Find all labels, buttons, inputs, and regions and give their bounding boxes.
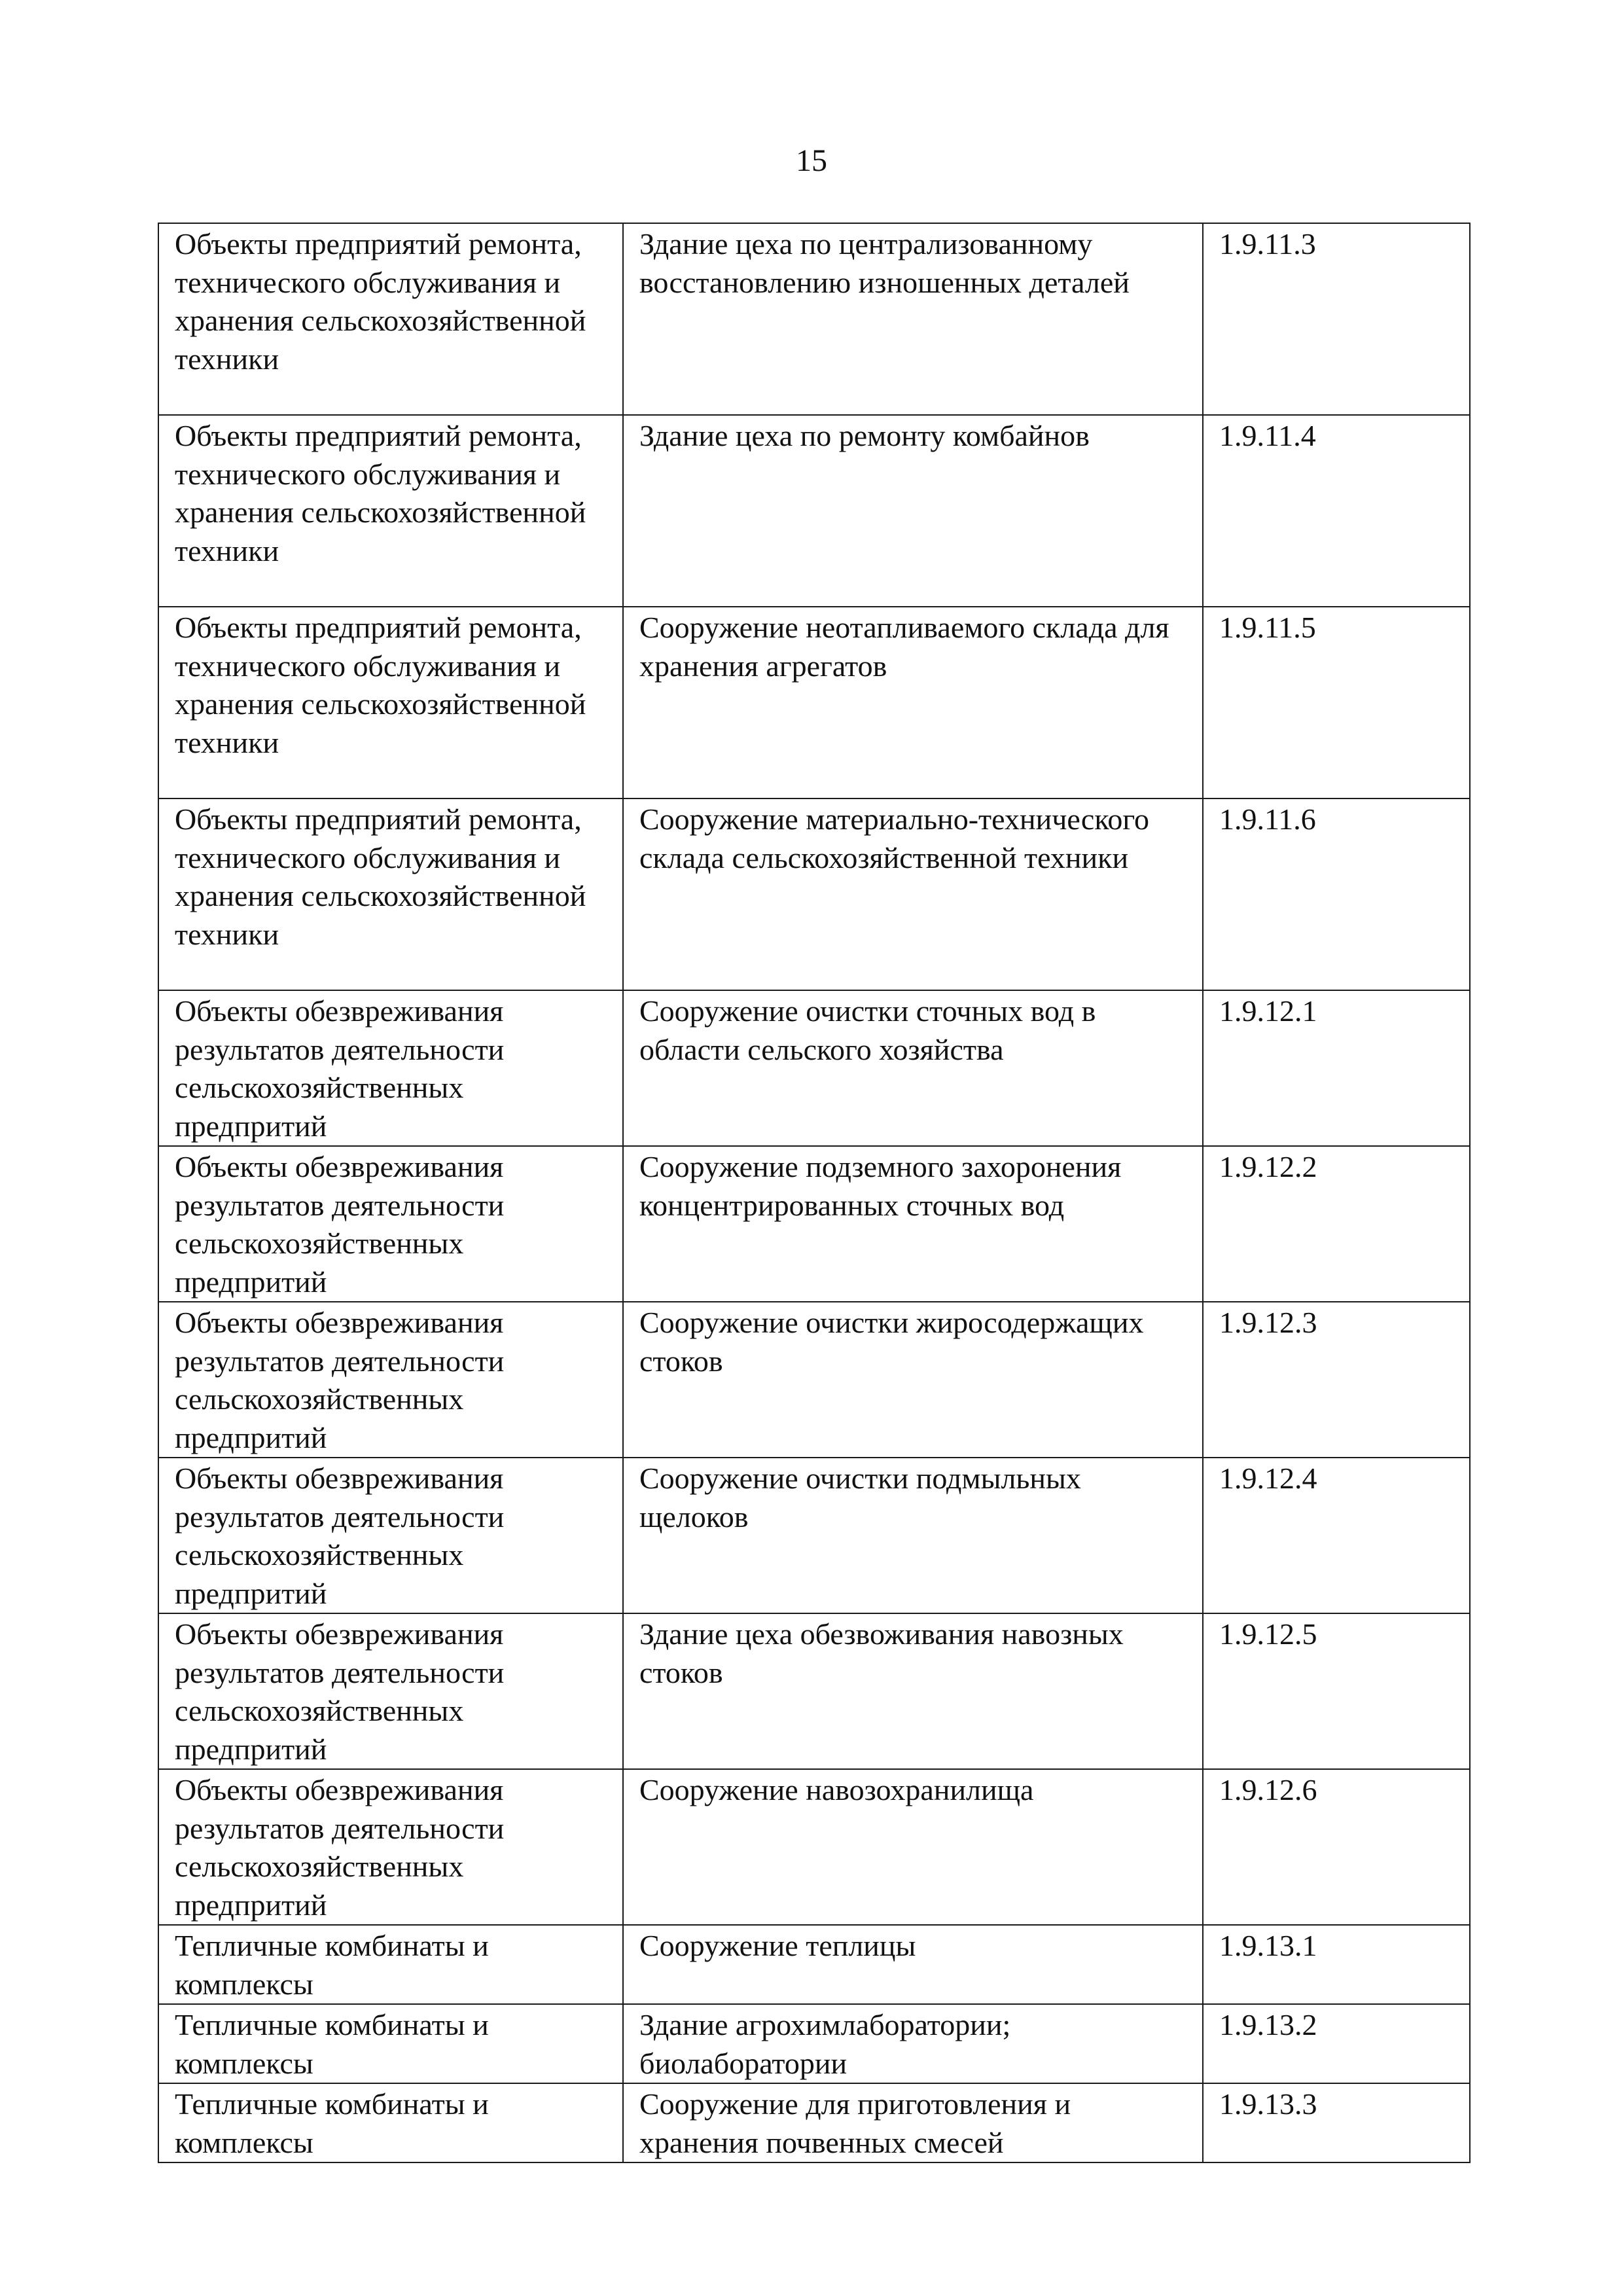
object-code-cell: 1.9.12.2 bbox=[1203, 1146, 1470, 1302]
object-description-cell: Сооружение очистки жиросодержащих стоков bbox=[623, 1302, 1203, 1458]
object-description-cell: Сооружение очистки подмыльных щелоков bbox=[623, 1458, 1203, 1613]
object-code-cell: 1.9.12.6 bbox=[1203, 1769, 1470, 1925]
page-number: 15 bbox=[796, 143, 827, 178]
object-description-cell: Сооружение навозохранилища bbox=[623, 1769, 1203, 1925]
object-description-cell: Сооружение теплицы bbox=[623, 1925, 1203, 2004]
object-code-cell: 1.9.12.3 bbox=[1203, 1302, 1470, 1458]
object-type-cell: Объекты предприятий ремонта, технического обслуживания и хранения сельскохозяйственной техники bbox=[158, 798, 623, 990]
table-row bbox=[158, 798, 1470, 990]
table-row bbox=[158, 2004, 1470, 2083]
table-row bbox=[158, 1925, 1470, 2004]
table-row bbox=[158, 1146, 1470, 1302]
object-type-cell: Объекты обезвреживания результатов деятельности сельскохозяйственных предпритий bbox=[158, 990, 623, 1146]
table-row bbox=[158, 1613, 1470, 1769]
object-type-cell: Объекты предприятий ремонта, технического обслуживания и хранения сельскохозяйственной техники bbox=[158, 223, 623, 415]
object-code-cell: 1.9.13.1 bbox=[1203, 1925, 1470, 2004]
object-code-cell: 1.9.11.5 bbox=[1203, 607, 1470, 798]
object-code-cell: 1.9.12.5 bbox=[1203, 1613, 1470, 1769]
object-type-cell: Тепличные комбинаты и комплексы bbox=[158, 2083, 623, 2162]
object-type-cell: Объекты обезвреживания результатов деятельности сельскохозяйственных предпритий bbox=[158, 1302, 623, 1458]
object-description-cell: Здание цеха по централизованному восстановлению изношенных деталей bbox=[623, 223, 1203, 415]
object-code-cell: 1.9.11.4 bbox=[1203, 415, 1470, 607]
object-type-cell: Объекты обезвреживания результатов деятельности сельскохозяйственных предпритий bbox=[158, 1613, 623, 1769]
table-row bbox=[158, 1769, 1470, 1925]
table-row bbox=[158, 607, 1470, 798]
object-description-cell: Сооружение подземного захоронения концентрированных сточных вод bbox=[623, 1146, 1203, 1302]
table-row bbox=[158, 223, 1470, 415]
object-type-cell: Тепличные комбинаты и комплексы bbox=[158, 1925, 623, 2004]
object-description-cell: Здание цеха обезвоживания навозных стоков bbox=[623, 1613, 1203, 1769]
object-type-cell: Объекты обезвреживания результатов деятельности сельскохозяйственных предпритий bbox=[158, 1769, 623, 1925]
object-type-cell: Объекты предприятий ремонта, технического обслуживания и хранения сельскохозяйственной техники bbox=[158, 415, 623, 607]
object-code-cell: 1.9.11.3 bbox=[1203, 223, 1470, 415]
object-code-cell: 1.9.11.6 bbox=[1203, 798, 1470, 990]
table-row bbox=[158, 415, 1470, 607]
classification-table bbox=[158, 223, 1471, 2163]
object-code-cell: 1.9.12.1 bbox=[1203, 990, 1470, 1146]
object-description-cell: Сооружение очистки сточных вод в области сельского хозяйства bbox=[623, 990, 1203, 1146]
table-row bbox=[158, 2083, 1470, 2162]
object-type-cell: Тепличные комбинаты и комплексы bbox=[158, 2004, 623, 2083]
table-row bbox=[158, 1302, 1470, 1458]
object-description-cell: Здание агрохимлаборатории; биолаборатории bbox=[623, 2004, 1203, 2083]
object-code-cell: 1.9.12.4 bbox=[1203, 1458, 1470, 1613]
object-type-cell: Объекты обезвреживания результатов деятельности сельскохозяйственных предпритий bbox=[158, 1458, 623, 1613]
object-description-cell: Здание цеха по ремонту комбайнов bbox=[623, 415, 1203, 607]
table-row bbox=[158, 990, 1470, 1146]
table-row bbox=[158, 1458, 1470, 1613]
object-code-cell: 1.9.13.3 bbox=[1203, 2083, 1470, 2162]
object-type-cell: Объекты обезвреживания результатов деятельности сельскохозяйственных предпритий bbox=[158, 1146, 623, 1302]
object-description-cell: Сооружение для приготовления и хранения почвенных смесей bbox=[623, 2083, 1203, 2162]
object-type-cell: Объекты предприятий ремонта, технического обслуживания и хранения сельскохозяйственной техники bbox=[158, 607, 623, 798]
object-code-cell: 1.9.13.2 bbox=[1203, 2004, 1470, 2083]
object-description-cell: Сооружение неотапливаемого склада для хранения агрегатов bbox=[623, 607, 1203, 798]
object-description-cell: Сооружение материально-технического склада сельскохозяйственной техники bbox=[623, 798, 1203, 990]
